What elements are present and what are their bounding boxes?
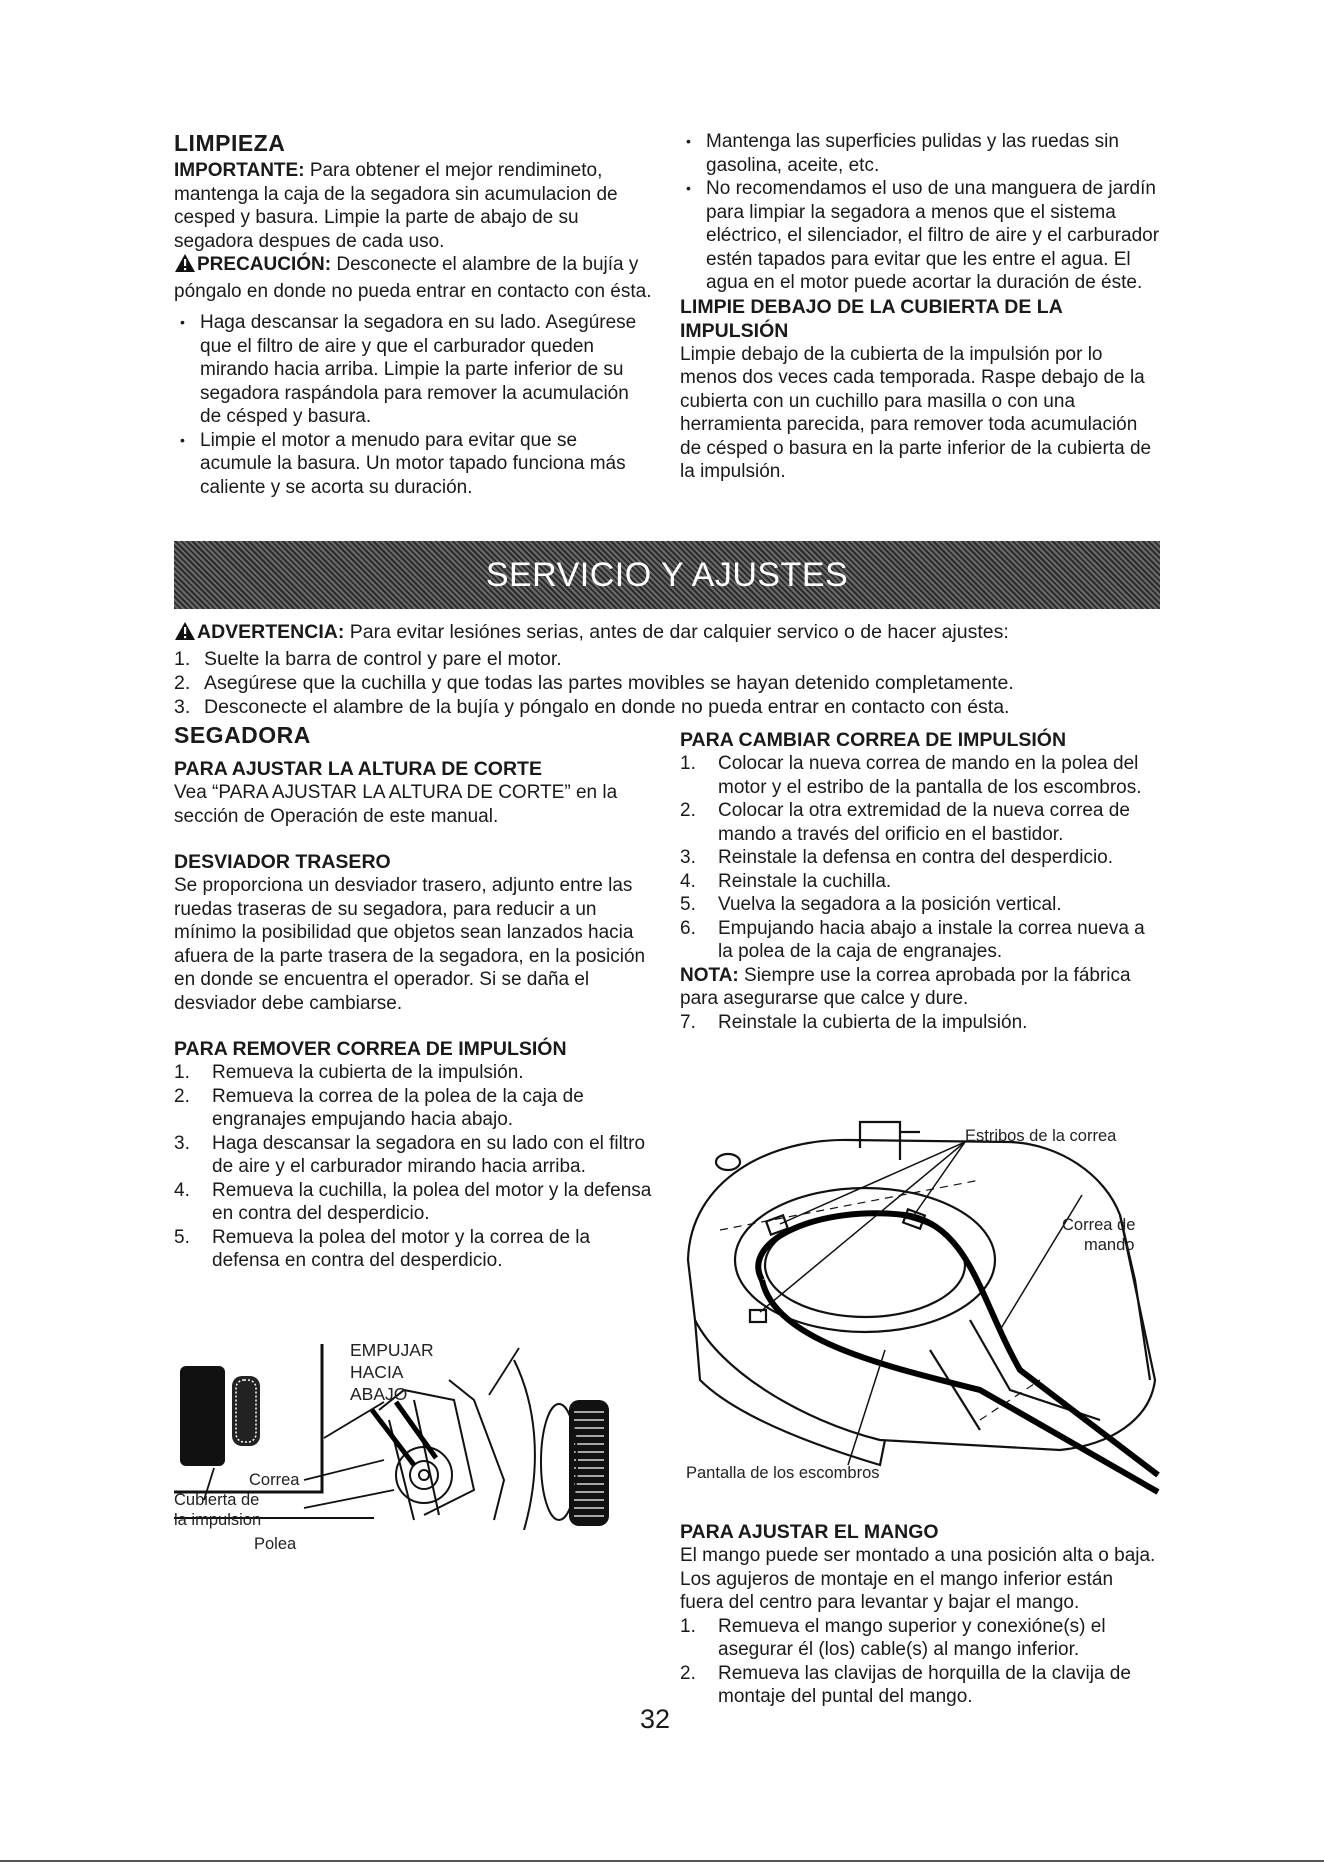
desviador-heading: DESVIADOR TRASERO (174, 851, 391, 873)
step-text: Empujando hacia abajo a instale la correa nueva a la polea de la caja de engranajes. (718, 917, 1145, 962)
limpieza-bullet-list-right (680, 130, 1160, 295)
list-item: • Mantenga las superficies pulidas y las ruedas sin gasolina, aceite, etc. (680, 130, 1160, 177)
step-number: 1. (174, 1062, 190, 1083)
step-number: 3. (174, 696, 191, 718)
step-text: Asegúrese que la cuchilla y que todas las partes movibles se hayan detenido completamente. (204, 672, 1014, 694)
step-number: 5. (174, 1226, 190, 1248)
nota-text: Siempre use la correa aprobada por la fábrica para asegurarse que calce y dure. (680, 964, 1131, 1009)
label-correa-de: Correa de (1062, 1216, 1136, 1234)
list-item (174, 1085, 652, 1132)
list-item (680, 846, 1160, 870)
cambiar-correa-section (680, 722, 1160, 1034)
list-item: • No recomendamos el uso de una manguera de jardín para limpiar la segadora a menos que el sistema eléctrico, el silenciador, el filtro de aire y el carburador estén tapados para evitar que les entre el agua. El agua en el motor puede acortar la duración de éste. (680, 177, 1160, 295)
list-item: • Haga descansar la segadora en su lado. Asegúrese que el filtro de aire y que el carburador queden mirando hacia arriba. Limpie la parte inferior de su segadora raspándola para remover la acumulación de césped y basura. (174, 311, 652, 429)
list-item (680, 752, 1160, 799)
list-item (680, 1615, 1160, 1662)
page-number: 32 (640, 1704, 671, 1734)
advertencia-paragraph (174, 620, 1160, 647)
label-cubierta: Cubierta de (174, 1491, 260, 1509)
step-number: 2. (680, 1662, 696, 1684)
importante-text: Para obtener el mejor rendimineto, mantenga la caja de la segadora sin acumulacion de cesped y basura. Limpie la parte de abajo de su segadora despues de cada uso. (174, 160, 618, 252)
list-item (174, 1132, 652, 1179)
step-number: 4. (174, 1179, 190, 1201)
precaucion-label: PRECAUCIÓN: (197, 254, 332, 275)
nota-label: NOTA: (680, 964, 739, 986)
list-item (680, 1662, 1160, 1709)
mango-section (680, 1520, 1160, 1709)
step-text: Vuelva la segadora a la posición vertical. (718, 894, 1062, 915)
step-text: Remueva la polea del motor y la correa de la defensa en contra del desperdicio. (212, 1226, 591, 1271)
limpieza-bullet-list (174, 311, 652, 499)
step-number: 1. (174, 648, 191, 670)
step-text: Reinstale la cuchilla. (718, 870, 892, 892)
step-text: Remueva la cubierta de la impulsión. (212, 1062, 524, 1083)
label-correa: Correa (249, 1471, 300, 1489)
list-item: • Limpie el motor a menudo para evitar que se acumule la basura. Un motor tapado funciona más caliente y se acorta su duración. (174, 429, 652, 500)
advertencia-label: ADVERTENCIA: (197, 621, 345, 643)
step-number: 2. (680, 800, 696, 821)
step-text: Colocar la nueva correa de mando en la polea del motor y el estribo de la pantalla de los escombros. (718, 753, 1142, 798)
limpie-debajo-heading: LIMPIE DEBAJO DE LA CUBIERTA DE LA IMPULSIÓN (680, 295, 1063, 342)
mango-heading: PARA AJUSTAR EL MANGO (680, 1521, 939, 1543)
step-text: Suelte la barra de control y pare el motor. (204, 648, 562, 670)
belt-diagram (680, 1120, 1160, 1495)
nota-paragraph (680, 964, 1160, 1011)
step-number: 3. (680, 847, 696, 868)
list-item (680, 1011, 1160, 1035)
step-number: 3. (174, 1132, 190, 1154)
mango-text: El mango puede ser montado a una posición alta o baja. Los agujeros de montaje en el mango inferior están fuera del centro para levantar y bajar el mango. (680, 1545, 1156, 1613)
list-item (174, 1061, 652, 1085)
segadora-heading: SEGADORA (174, 722, 311, 748)
label-polea: Polea (254, 1535, 297, 1553)
step-number: 2. (174, 672, 191, 694)
remover-steps (174, 1061, 652, 1273)
list-item (174, 647, 1160, 671)
label-impulsion: la impulsion (174, 1511, 262, 1529)
step-number: 1. (680, 753, 696, 774)
list-item (680, 893, 1160, 917)
label-hacia: HACIA (350, 1362, 404, 1382)
step-text: Reinstale la defensa en contra del desperdicio. (718, 847, 1114, 868)
limpieza-section-continued (680, 130, 1160, 484)
step-text: Colocar la otra extremidad de la nueva correa de mando a través del orificio en el bastidor. (718, 800, 1130, 845)
segadora-section (174, 722, 652, 1273)
step-text: Haga descansar la segadora en su lado con el filtro de aire y el carburador mirando hacia arriba. (212, 1132, 646, 1177)
altura-heading: PARA AJUSTAR LA ALTURA DE CORTE (174, 758, 542, 780)
step-number: 4. (680, 870, 696, 892)
belt-diagram-drawing (680, 1120, 1160, 1495)
label-estribos: Estribos de la correa (965, 1127, 1117, 1145)
banner-title: SERVICIO Y AJUSTES (485, 555, 849, 594)
list-item (680, 870, 1160, 894)
mango-steps (680, 1615, 1160, 1709)
list-item (680, 917, 1160, 964)
desviador-text: Se proporciona un desviador trasero, adjunto entre las ruedas traseras de su segadora, para reducir a un mínimo la posibilidad que objetos sean lanzados hacia afuera de la parte trasera de la segadora, en la posición en donde se encuentra el operador. Si se daña el desviador debe cambiarse. (174, 875, 646, 1014)
list-item (174, 671, 1160, 695)
advertencia-text: Para evitar lesiónes serias, antes de dar calquier servico o de hacer ajustes: (349, 621, 1009, 643)
label-pantalla: Pantalla de los escombros (686, 1464, 880, 1482)
limpie-debajo-text: Limpie debajo de la cubierta de la impulsión por lo menos dos veces cada temporada. Raspe debajo de la cubierta con un cuchillo para masilla o con una herramienta parecida, para remover toda acumulación de césped o basura en la parte inferior de la cubierta de la impulsión. (680, 343, 1152, 482)
advertencia-steps (174, 647, 1160, 719)
step-text: Remueva la correa de la polea de la caja de engranajes empujando hacia abajo. (212, 1085, 584, 1130)
advertencia-block (174, 620, 1160, 719)
list-item (174, 1179, 652, 1226)
step-text: Reinstale la cubierta de la impulsión. (718, 1011, 1028, 1033)
warning-triangle-icon (174, 253, 196, 280)
cambiar-steps-continued (680, 1011, 1160, 1035)
precaucion-paragraph (174, 253, 652, 303)
drive-cover-diagram (174, 1340, 652, 1553)
step-text: Remueva las clavijas de horquilla de la clavija de montaje del puntal del mango. (718, 1662, 1131, 1707)
cambiar-steps (680, 752, 1160, 964)
step-text: Desconecte el alambre de la bujía y póngalo en donde no pueda entrar en contacto con ésta. (204, 696, 1010, 718)
step-number: 6. (680, 917, 696, 939)
list-item (174, 1226, 652, 1273)
list-item (174, 695, 1160, 719)
section-banner (174, 541, 1160, 609)
step-text: Remueva la cuchilla, la polea del motor y la defensa en contra del desperdicio. (212, 1179, 652, 1224)
limpieza-section (174, 130, 652, 499)
step-text: Remueva el mango superior y conexióne(s) el asegurar él (los) cable(s) al mango inferior. (718, 1615, 1106, 1660)
remover-heading: PARA REMOVER CORREA DE IMPULSIÓN (174, 1038, 567, 1060)
step-number: 5. (680, 894, 696, 915)
precaucion-text: Desconecte el alambre de la bujía y póngalo en donde no pueda entrar en contacto con ésta. (174, 254, 652, 302)
label-mando: mando (1084, 1236, 1135, 1254)
importante-label: IMPORTANTE: (174, 160, 305, 181)
cambiar-heading: PARA CAMBIAR CORREA DE IMPULSIÓN (680, 729, 1067, 751)
step-number: 7. (680, 1011, 696, 1033)
step-number: 1. (680, 1615, 696, 1637)
label-abajo: ABAJO (350, 1384, 408, 1404)
bottom-rule (0, 1860, 1324, 1862)
label-empujar: EMPUJAR (350, 1340, 434, 1360)
importante-paragraph (174, 159, 652, 253)
step-number: 2. (174, 1085, 190, 1107)
warning-triangle-icon (174, 621, 196, 647)
list-item (680, 799, 1160, 846)
altura-text: Vea “PARA AJUSTAR LA ALTURA DE CORTE” en la sección de Operación de este manual. (174, 782, 618, 827)
limpieza-heading: LIMPIEZA (174, 130, 286, 156)
